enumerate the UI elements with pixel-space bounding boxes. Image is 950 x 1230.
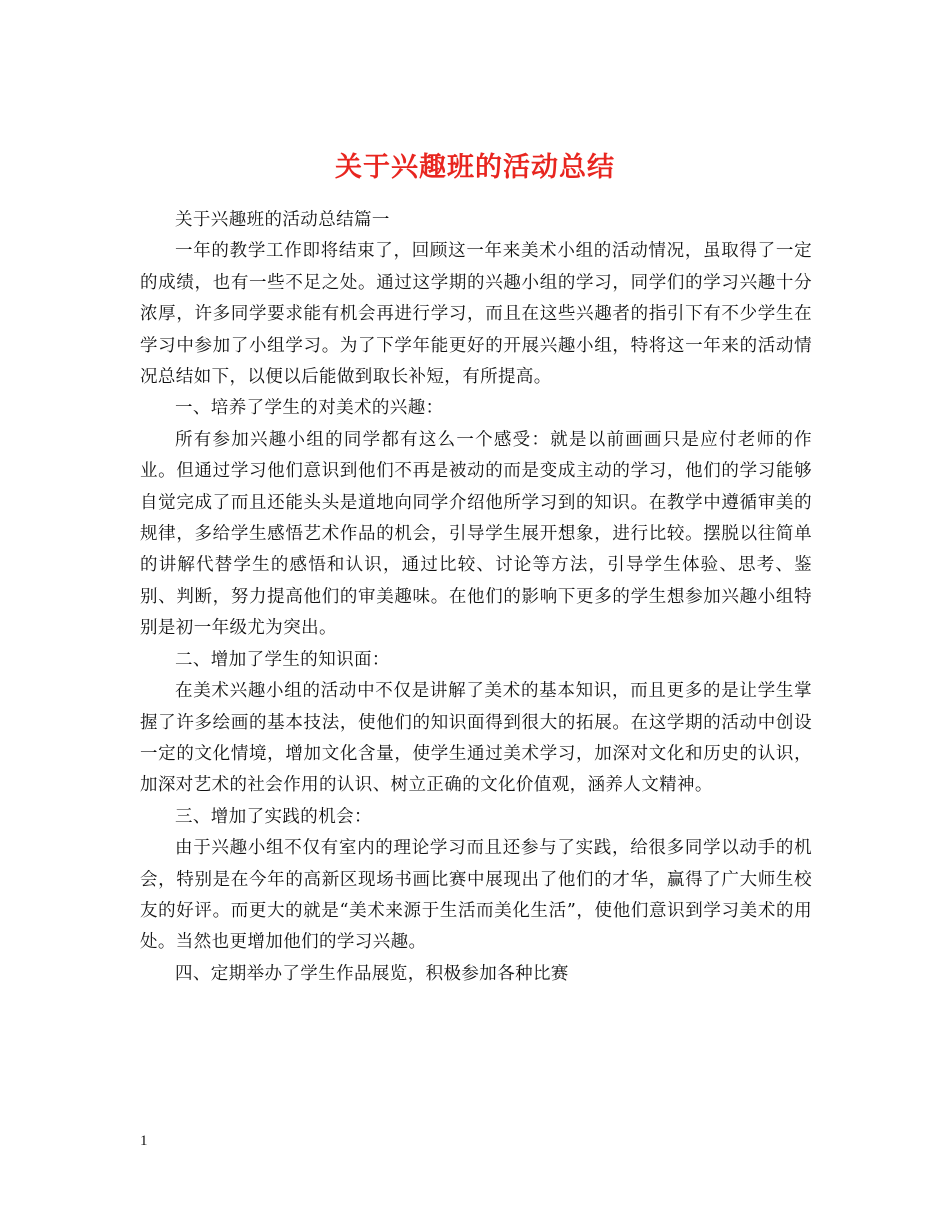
paragraph: 一年的教学工作即将结束了，回顾这一年来美术小组的活动情况，虽取得了一定的成绩，也有一些不足之处。通过这学期的兴趣小组的学习，同学们的学习兴趣十分浓厚，许多同学要求能有机会再进行学习，而且在这些兴趣者的指引下有不少学生在学习中参加了小组学习。为了下学年能更好的开展兴趣小组，特将这一年来的活动情况总结如下，以便以后能做到取长补短，有所提高。: [140, 241, 812, 388]
section-heading: 三、增加了实践的机会：: [175, 806, 372, 827]
section-heading: 二、增加了学生的知识面：: [175, 649, 390, 670]
document-body: [140, 205, 812, 990]
document-title: 关于兴趣班的活动总结: [335, 152, 615, 184]
section-heading-intro: 关于兴趣班的活动总结篇一: [175, 210, 390, 230]
section-heading: 一、培养了学生的对美术的兴趣：: [175, 398, 444, 419]
paragraph: 在美术兴趣小组的活动中不仅是讲解了美术的基本知识，而且更多的是让学生掌握了许多绘画的基本技法，使他们的知识面得到很大的拓展。在这学期的活动中创设一定的文化情境，增加文化含量，使学生通过美术学习，加深对文化和历史的认识，加深对艺术的社会作用的认识、树立正确的文化价值观，涵养人文精神。: [140, 681, 812, 796]
page-number: 1: [140, 1133, 148, 1149]
paragraph: 由于兴趣小组不仅有室内的理论学习而且还参与了实践，给很多同学以动手的机会，特别是在今年的高新区现场书画比赛中展现出了他们的才华，赢得了广大师生校友的好评。而更大的就是“美术来源于生活而美化生活”，使他们意识到学习美术的用处。当然也更增加他们的学习兴趣。: [140, 838, 812, 953]
paragraph: 所有参加兴趣小组的同学都有这么一个感受：就是以前画画只是应付老师的作业。但通过学习他们意识到他们不再是被动的而是变成主动的学习，他们的学习能够自觉完成了而且还能头头是道地向同学介绍他所学习到的知识。在教学中遵循审美的规律，多给学生感悟艺术作品的机会，引导学生展开想象，进行比较。摆脱以往简单的讲解代替学生的感悟和认识，通过比较、讨论等方法，引导学生体验、思考、鉴别、判断，努力提高他们的审美趣味。在他们的影响下更多的学生想参加兴趣小组特别是初一年级尤为突出。: [140, 429, 812, 639]
section-heading: 四、定期举办了学生作品展览，积极参加各种比赛: [175, 963, 569, 984]
